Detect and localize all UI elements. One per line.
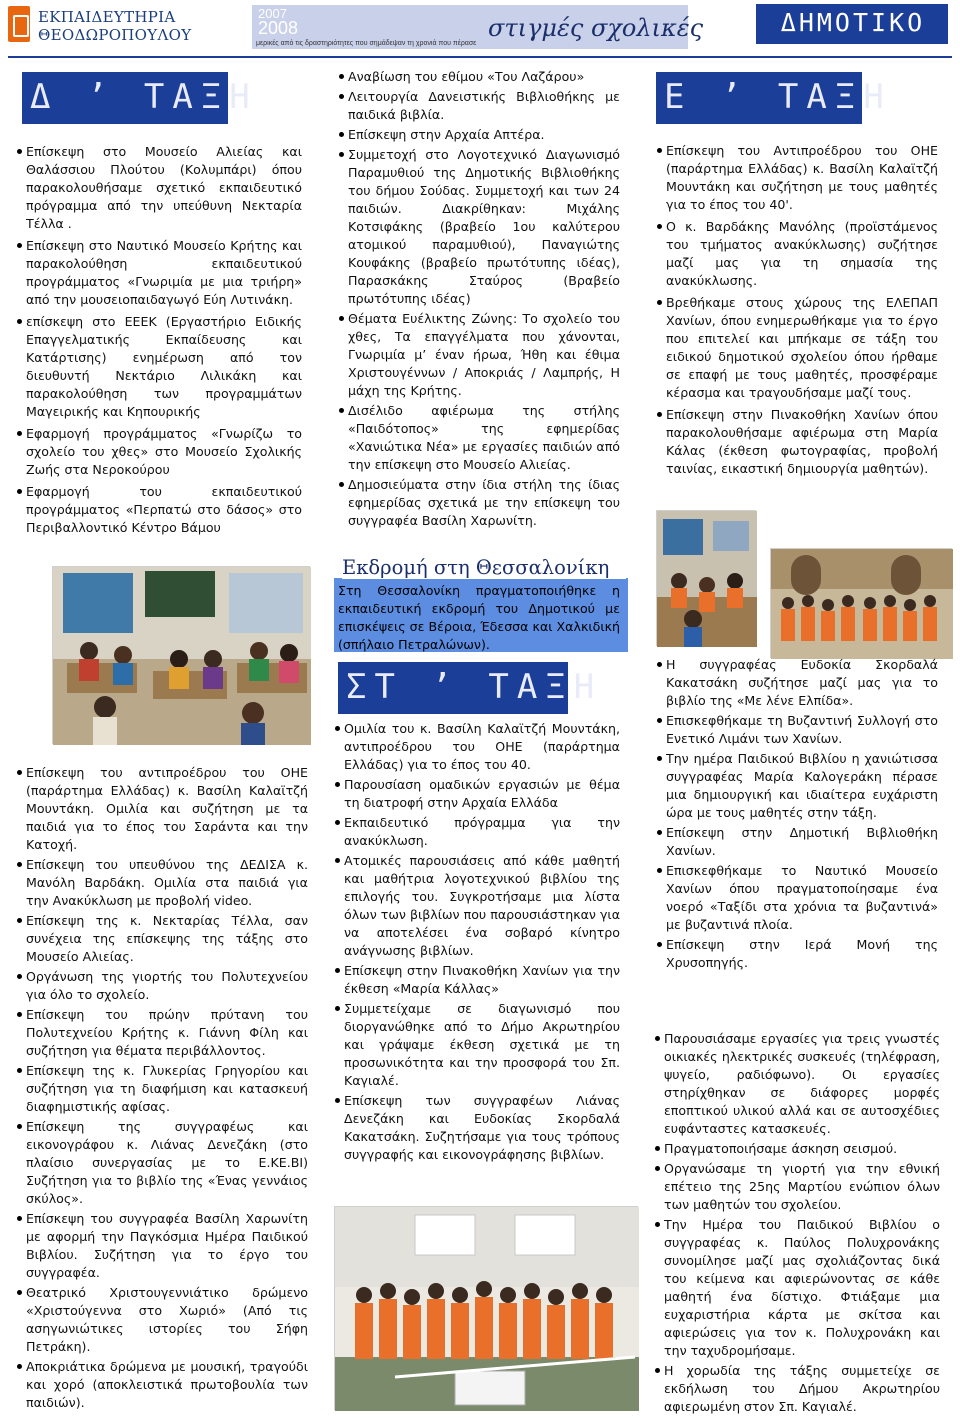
list-item: Δημοσιεύματα στην ίδια στήλη της ίδιας εφημερίδας σχετικά με την επίσκεψη του συγγραφέα Βασίλη Χαρωνίτη. bbox=[348, 477, 620, 528]
list-item: Συμμετοχή στο Λογοτεχνικό Διαγωνισμό Παραμυθιού της Δημοτικής Βιβλιοθήκης του δήμου Σούδας. Συμμετοχή και των 24 παιδιών. Διακρίθηκαν: Μιχάλης Κοτσιφάκης (βραβείο 1ου καλύτερου ατομικού παραμυθιού), Παναγιώτης Κουφάκης (βραβείο πρωτότυπης ιδέας), Παρασκάκης Σταύρος (Βραβείο πρωτότυπης ιδέας) bbox=[348, 147, 620, 306]
list-item: Θέματα Ευέλικτης Ζώνης: Το σχολείο του χθες, Τα επαγγέλματα που χάνονται, Γνωριμία μ’ έναν ήρωα, Ήθη και έθιμα Χριστουγέννων / Αποκριάς / Λαμπρής, Η μάχη της Κρήτης. bbox=[348, 311, 620, 398]
class-e-list bbox=[666, 142, 938, 478]
list-item: Επίσκεψη του αντιπροέδρου του ΟΗΕ (παράρτημα Ελλάδας) κ. Βασίλη Καλαϊτζή Μουντάκη. Ομιλία και συζήτηση με τα παιδιά για το έπος του Σαράντα και την Κατοχή. bbox=[26, 765, 308, 852]
list-item: Επίσκεψη στο Ναυτικό Μουσείο Κρήτης και παρακολούθηση εκπαιδευτικού προγράμματος «Γνωριμία με μια τριήρη» από την μουσειοπαιδαγωγό Εύη Λυτινάκη. bbox=[26, 238, 302, 307]
list-item: Λειτουργία Δανειστικής Βιβλιοθήκης με παιδικά βιβλία. bbox=[348, 89, 620, 122]
list-item: Οργανώσαμε τη γιορτή για την εθνική επέτειο της 25ης Μαρτίου ενώπιον όλων των μαθητών του σχολείου. bbox=[664, 1161, 940, 1212]
list-item: Εκπαιδευτικό πρόγραμμα για την ανακύκλωση. bbox=[344, 815, 620, 848]
list-item: Επίσκεψη των συγγραφέων Λιάνας Δενεζάκη και Ευδοκίας Σκορδαλά Κακατσάκη. Συζητήσαμε για τους τρόπους συγγραφής και εικονογράφησης βιβλίων. bbox=[344, 1093, 620, 1162]
list-item: Ατομικές παρουσιάσεις από κάθε μαθητή και μαθήτρια λογοτεχνικού βιβλίου της επιλογής του. Συγκροτήσαμε μια λίστα όλων των βιβλίων που παρουσιάστηκαν για να αποτελέσει ένα σοβαρό κίνητρο ανάγνωσης βιβλίων. bbox=[344, 853, 620, 958]
list-item: Αναβίωση του εθίμου «Του Λαζάρου» bbox=[348, 68, 620, 86]
list-item: Πραγματοποιήσαμε άσκηση σεισμού. bbox=[664, 1140, 940, 1158]
list-item: Εφαρμογή του εκπαιδευτικού προγράμματος «Περπατώ στο δάσος» στο Περιβαλλοντικό Κέντρο Βάμου bbox=[26, 484, 302, 535]
list-item: Συμμετείχαμε σε διαγωνισμό που διοργανώθηκε από το Δήμο Ακρωτηρίου και γράψαμε έκθεση σχετικά με τη προσωνικότητα και την προσφορά του Σπ. Καγιαλέ. bbox=[344, 1001, 620, 1088]
list-item: Επίσκεψη στην Πινακοθήκη Χανίων για την έκθεση «Μαρία Κάλλας» bbox=[344, 963, 620, 996]
page-title: στιγμές σχολικές bbox=[488, 14, 704, 42]
list-item: Θεατρικό Χριστουγεννιάτικο δρώμενο «Χριστούγεννα στο Χωριό» (Από τις ασηγωνιώτικες ιστορίες του Σήφη Πετράκη). bbox=[26, 1285, 308, 1354]
list-item: Επίσκεψη της κ. Νεκταρίας Τέλλα, σαν συνέχεια της επίσκεψης της τάξης στο Μουσείο Αλιείας. bbox=[26, 913, 308, 964]
list-item: Επίσκεψη στο Μουσείο Αλιείας και Θαλάσσιου Πλούτου (Κολυμπάρι) όπου παρακολουθήσαμε σχετικό εκπαιδευτικό πρόγραμμα από την υπεύθυνη Νεκταρία Τέλλα . bbox=[26, 144, 302, 231]
school-name-line1: ΕΚΠΑΙΔΕΥΤΗΡΙΑ bbox=[38, 8, 176, 26]
list-item: Ο κ. Βαρδάκης Μανόλης (προϊστάμενος του τμήματος ανακύκλωσης) συζήτησε μαζί μας για τη σημασία της ανακύκλωσης. bbox=[666, 219, 938, 288]
list-item: Παρουσιάσαμε εργασίες για τρεις γνωστές οικιακές ηλεκτρικές συσκευές (τηλέφραση, ψυγείο, ραδιόφωνο). Οι εργασίες στηρίχθηκαν σε διάφορες μορφές εποπτικού υλικού αλλά και σε αυτοσχέδιες ευφάνταστες κατασκευές. bbox=[664, 1031, 940, 1136]
list-item: Οργάνωση της γιορτής του Πολυτεχνείου για όλο το σχολείο. bbox=[26, 969, 308, 1002]
list-item: Επίσκεψη της κ. Γλυκερίας Γρηγορίου και συζήτηση για τη διαφήμιση και κατασκευή διαφημιστικής αφίσας. bbox=[26, 1063, 308, 1114]
list-item: Βρεθήκαμε στους χώρους της ΕΛΕΠΑΠ Χανίων, όπου ενημερωθήκαμε για το έργο που επιτελεί και μπήκαμε σε τάξη του ειδικού δημοτικού σχολείου όπου ήρθαμε σε επαφή με τους μαθητές, προσφέραμε κέρασμα και τραγουδήσαμε μαζί τους. bbox=[666, 295, 938, 400]
class-d-list-bottom bbox=[26, 764, 308, 1412]
right-bottom-list bbox=[664, 1030, 940, 1416]
school-name-line2: ΘΕΟΔΩΡΟΠΟΥΛΟΥ bbox=[38, 26, 192, 44]
list-item: Επίσκεψη του πρώην πρύτανη του Πολυτεχνείου Κρήτης κ. Γιάννη Φίλη και συζήτηση για θέματα περιβάλλοντος. bbox=[26, 1007, 308, 1058]
list-item: Επίσκεψη του υπευθύνου της ΔΕΔΙΣΑ κ. Μανόλη Βαρδάκη. Ομιλία στα παιδιά για την Ανακύκλωση με προβολή video. bbox=[26, 857, 308, 908]
class-st-banner: ΣΤ ’ ΤΑΞΗ bbox=[338, 662, 568, 714]
list-item: Επίσκεψη στην Δημοτική Βιβλιοθήκη Χανίων. bbox=[666, 825, 938, 858]
class-st-list bbox=[344, 720, 620, 1164]
section-label: ΔΗΜΟΤΙΚΟ bbox=[780, 8, 926, 37]
header-subtitle: μερικές από τις δραστηριότητες που σημάδεψαν τη χρονιά που πέρασε bbox=[256, 40, 477, 47]
list-item: επίσκεψη στο ΕΕΕΚ (Εργαστήριο Ειδικής Επαγγελματικής Εκπαίδευσης και Κατάρτισης) ενημέρωση από τον διευθυντή Νεκτάριο Λιλικάκη και παρακολούθηση των προγραμμάτων Μαγειρικής και Κηπουρικής bbox=[26, 314, 302, 419]
trip-text: Στη Θεσσαλονίκη πραγματοποιήθηκε η εκπαιδευτική εκδρομή του Δημοτικού με επισκέψεις σε Βέροια, Έδεσσα και Χαλκιδική (σπήλαιο Πετραλώνων). bbox=[338, 583, 620, 652]
list-item: Επίσκεψη της συγγραφέως και εικονογράφου κ. Λιάνας Δενεζάκη (στο πλαίσιο συνεργασίας με το Ε.ΚΕ.ΒΙ) Συζήτηση για το βιβλίο της «Ένας γεννάιος σκύλος». bbox=[26, 1119, 308, 1206]
group-photo bbox=[334, 1206, 638, 1410]
list-item: Αποκριάτικα δρώμενα με μουσική, τραγούδι και χορό (αποκλειστικά πρωτοβουλία των παιδιών). bbox=[26, 1359, 308, 1410]
header-divider bbox=[8, 56, 952, 58]
class-d-list-top bbox=[26, 143, 302, 537]
list-item: Εφαρμογή προγράμματος «Γνωρίζω το σχολείο του χθες» στο Μουσείο Σχολικής Ζωής στα Νεροκούρου bbox=[26, 426, 302, 477]
class-e-banner: Ε ’ ΤΑΞΗ bbox=[656, 72, 862, 124]
list-item: Ομιλία του κ. Βασίλη Καλαϊτζή Μουντάκη, αντιπροέδρου του ΟΗΕ (παράρτημα Ελλάδας) για το έπος του 40. bbox=[344, 721, 620, 772]
school-logo-icon bbox=[8, 6, 30, 42]
list-item: Δισέλιδο αφιέρωμα της στήλης «Παιδότοπος» της εφημερίδας «Χανιώτικα Νέα» με εργασίες παιδιών από την επίσκεψη στο Μουσείο Αλιείας. bbox=[348, 403, 620, 472]
year-bottom: 2008 bbox=[258, 18, 299, 38]
classroom-photo bbox=[52, 566, 310, 744]
list-item: Επίσκεψη του συγγραφέα Βασίλη Χαρωνίτη με αφορμή την Παγκόσμια Ημέρα Παιδικού Βιβλίου. Συζήτηση για το έργο του συγγραφέα. bbox=[26, 1211, 308, 1280]
list-item: Η χορωδία της τάξης συμμετείχε σε εκδήλωση του Δήμου Ακρωτηρίου αφιερωμένη στον Σπ. Καγιαλέ. bbox=[664, 1363, 940, 1414]
list-item: Επισκεφθήκαμε το Ναυτικό Μουσείο Χανίων όπου πραγματοποίησαμε ένα νοερό «Ταξίδι στα χρόνια τα βυζαντινά» με βυζαντινά πλοία. bbox=[666, 863, 938, 932]
list-item: Επίσκεψη του Αντιπροέδρου του ΟΗΕ (παράρτημα Ελλάδας) κ. Βασίλη Καλαϊτζή Μουντάκη και συζήτηση με τους μαθητές για το έπος του 40'. bbox=[666, 143, 938, 212]
list-item: Επίσκεψη στην Πινακοθήκη Χανίων όπου παρακολουθήσαμε αφιέρωμα στη Μαρία Κάλας (έκθεση φωτογραφίας, προβολή ταινίας, εικαστική δημιουργία μαθητών). bbox=[666, 407, 938, 476]
list-item: Επίσκεψη στην Ιερά Μονή της Χρυσοπηγής. bbox=[666, 937, 938, 970]
class-photo-right bbox=[770, 548, 952, 658]
class-photo-left bbox=[656, 510, 756, 646]
list-item: Την Ημέρα του Παιδικού Βιβλίου ο συγγραφέας κ. Παύλος Πολυχρονάκης συνομίλησε μαζί μας σχολιάζοντας δικά του κείμενα και αφιερώνοντας σε κάθε μαθητή ένα δίστιχο. Φτιάξαμε μια ευχαριστήρια κάρτα με σκίτσα και αφιερώσεις για τον κ. Πολυχρονάκη και την ταχυδρομήσαμε. bbox=[664, 1217, 940, 1358]
class-d-banner: Δ ’ ΤΑΞΗ bbox=[22, 72, 228, 124]
list-item: Παρουσίαση ομαδικών εργασιών με θέμα τη διατροφή στην Αρχαία Ελλάδα bbox=[344, 777, 620, 810]
list-item: Επίσκεψη στην Αρχαία Απτέρα. bbox=[348, 126, 620, 144]
trip-title: Εκδρομή στη Θεσσαλονίκη bbox=[342, 556, 626, 579]
middle-top-list bbox=[348, 68, 620, 530]
list-item: Την ημέρα Παιδικού Βιβλίου η χανιώτισσα συγγραφέας Μαρία Καλογεράκη πέρασε μια δημιουργική και ιδιαίτερα ευχάριστη ώρα με τους μαθητές στην τάξη. bbox=[666, 751, 938, 820]
list-item: Επισκεφθήκαμε τη Βυζαντινή Συλλογή στο Ενετικό Λιμάνι των Χανίων. bbox=[666, 713, 938, 746]
year-top: 2007 bbox=[258, 6, 287, 21]
right-mid-list bbox=[666, 656, 938, 972]
list-item: Η συγγραφέας Ευδοκία Σκορδαλά Κακατσάκη συζήτησε μαζί μας για το βιβλίο της «Με λένε Ελπίδα». bbox=[666, 657, 938, 708]
